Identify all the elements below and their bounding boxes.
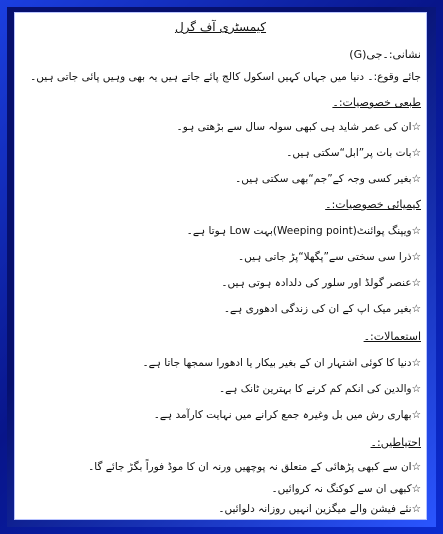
- precautions-item: ☆ان سے کبھی پڑھائی کے متعلق نہ پوچھیں ورنہ ان کا موڈ فوراً بگڑ جائے گا۔: [88, 461, 421, 473]
- symbol-line: نشانی:۔جی(G): [349, 48, 421, 61]
- chemical-item: ☆ویپنگ پوائنٹ(Weeping point)بہت Low ہوتا ہے۔: [186, 225, 421, 237]
- chemical-heading: کیمیائی خصوصیات:۔: [325, 198, 421, 211]
- page-title: کیمسٹری آف گرل: [174, 20, 267, 34]
- uses-item: ☆والدین کی انکم کم کرنے کا بہترین ٹانک ہے۔: [218, 383, 421, 395]
- physical-item: ☆بغیر کسی وجہ کے”جم“بھی سکتی ہیں۔: [235, 173, 421, 185]
- document-page: [14, 12, 427, 520]
- physical-item: ☆ان کی عمر شاید ہی کبھی سولہ سال سے بڑھتی ہو۔: [176, 121, 421, 133]
- physical-item: ☆بات بات پر”ابل“سکتی ہیں۔: [286, 147, 421, 159]
- chemical-item: ☆ذرا سی سختی سے”پگھلا“پڑ جاتی ہیں۔: [237, 251, 421, 263]
- precautions-item: ☆کبھی ان سے کوکنگ نہ کروائیں۔: [271, 483, 421, 495]
- physical-heading: طبعی خصوصیات:۔: [332, 96, 421, 109]
- uses-heading: استعمالات:۔: [363, 330, 421, 343]
- uses-item: ☆دنیا کا کوئی اشتہار ان کے بغیر بیکار یا ادھورا سمجھا جاتا ہے۔: [142, 357, 421, 369]
- precautions-item: ☆نئے فیشن والے میگزین انہیں روزانہ دلوائیں۔: [218, 503, 421, 515]
- occurrence-line: جائے وقوع:۔ دنیا میں جہاں کہیں اسکول کالج پائے جاتے ہیں یہ بھی وہیں پائی جاتی ہیں۔: [30, 71, 421, 83]
- chemical-item: ☆عنصر گولڈ اور سلور کی دلدادہ ہوتی ہیں۔: [221, 277, 421, 289]
- uses-item: ☆بھاری رش میں بل وغیرہ جمع کرانے میں نہایت کارآمد ہے۔: [153, 409, 421, 421]
- precautions-heading: احتیاطیں:۔: [370, 436, 421, 449]
- chemical-item: ☆بغیر میک اپ کے ان کی زندگی ادھوری ہے۔: [223, 303, 421, 315]
